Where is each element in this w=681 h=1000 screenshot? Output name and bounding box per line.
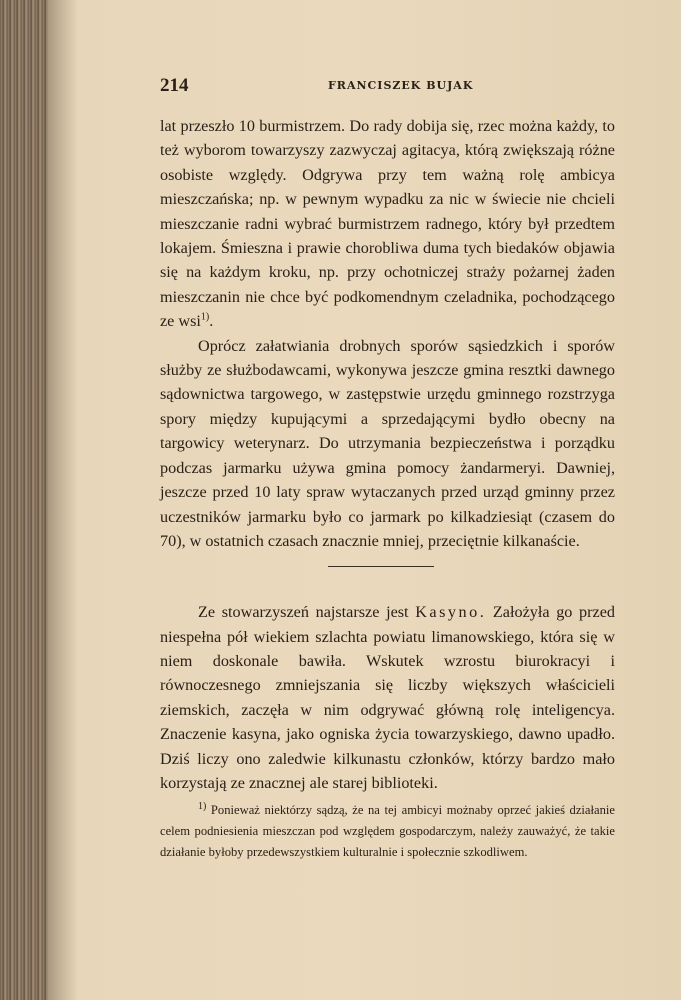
main-text-lower [160, 584, 615, 812]
section-separator [328, 566, 434, 567]
paragraph: Oprócz załatwiania drobnych sporów sąsiedzkich i sporów służby ze służbodawcami, wykonywa jeszcze gmina resztki dawnego sądownictwa targowego, w zastępstwie urzędu gminnego rozstrzyga spory między kupującymi a sprzedającymi bydło obecny na targowicy weterynarz. Do utrzymania bezpieczeństwa i porządku podczas jarmarku używa gmina pomocy żandarmeryi. Dawniej, jeszcze przed 10 laty spraw wytaczanych przed urząd gminny przez uczestników jarmarku było co jarmark po kilkadziesiąt (czasem do 70), w ostatnich czasach znacznie mniej, przeciętnie kilkanaście. [160, 336, 615, 550]
footnote-body: Ponieważ niektórzy sądzą, że na tej ambicyi możnaby oprzeć jakieś działanie celem podniesienia mieszczan pod względem gospodarczym, należy zauważyć, że takie działanie byłoby przedewszystkiem kulturalnie i społecznie szkodliwem. [160, 803, 615, 859]
paragraph-text: Założyła go przed niespełna pół wiekiem szlachta powiatu limanowskiego, która się w niem doskonale bawiła. Wskutek wzrostu biurokracyi i równoczesnego zmniejszania się liczby większych właścicieli ziemskich, zaczęła w nim odgrywać główną rolę inteligencya. Znaczenie kasyna, jako ogniska życia towarzyskiego, dawno upadło. Dziś liczy ono zaledwie kilkunastu członków, którzy bardzo mało korzystają ze znacznej ale starej biblioteki. [160, 603, 616, 793]
footnote-marker: 1) [198, 800, 207, 812]
footnote [160, 800, 615, 863]
footnote-text [160, 800, 615, 863]
paragraph-text: lat przeszło 10 burmistrzem. Do rady dobija się, rzec można każdy, to też wyborom towarzyszy zazwyczaj agitacya, którą zwiększają różne osobiste względy. Odgrywa przy tem ważną rolę ambicya mieszczańska; np. w pewnym wypadku za nic w świecie nie chcieli mieszczanie radni wybrać burmistrzem radnego, który był przedtem lokajem. Śmieszna i prawie chorobliwa duma tych biedaków objawia się na każdym kroku, np. przy ochotniczej straży pożarnej żaden mieszczanin nie chce być podkomendnym czeladnika, pochodzącego ze wsi [160, 117, 615, 331]
paragraph [160, 600, 615, 795]
page-header [160, 75, 615, 99]
emphasized-word: Kasyno. [415, 603, 487, 622]
page-stack-edge [0, 0, 48, 1000]
page-number: 214 [160, 75, 189, 96]
paragraph-end-punctuation: . [209, 312, 214, 331]
gutter-shadow [48, 0, 78, 1000]
paragraph-text: Ze stowarzyszeń najstarsze jest [198, 603, 409, 622]
main-text-upper [160, 114, 615, 553]
paragraph-continuation [160, 114, 615, 334]
footnote-reference: 1) [200, 311, 210, 323]
running-head: FRANCISZEK BUJAK [328, 79, 474, 92]
